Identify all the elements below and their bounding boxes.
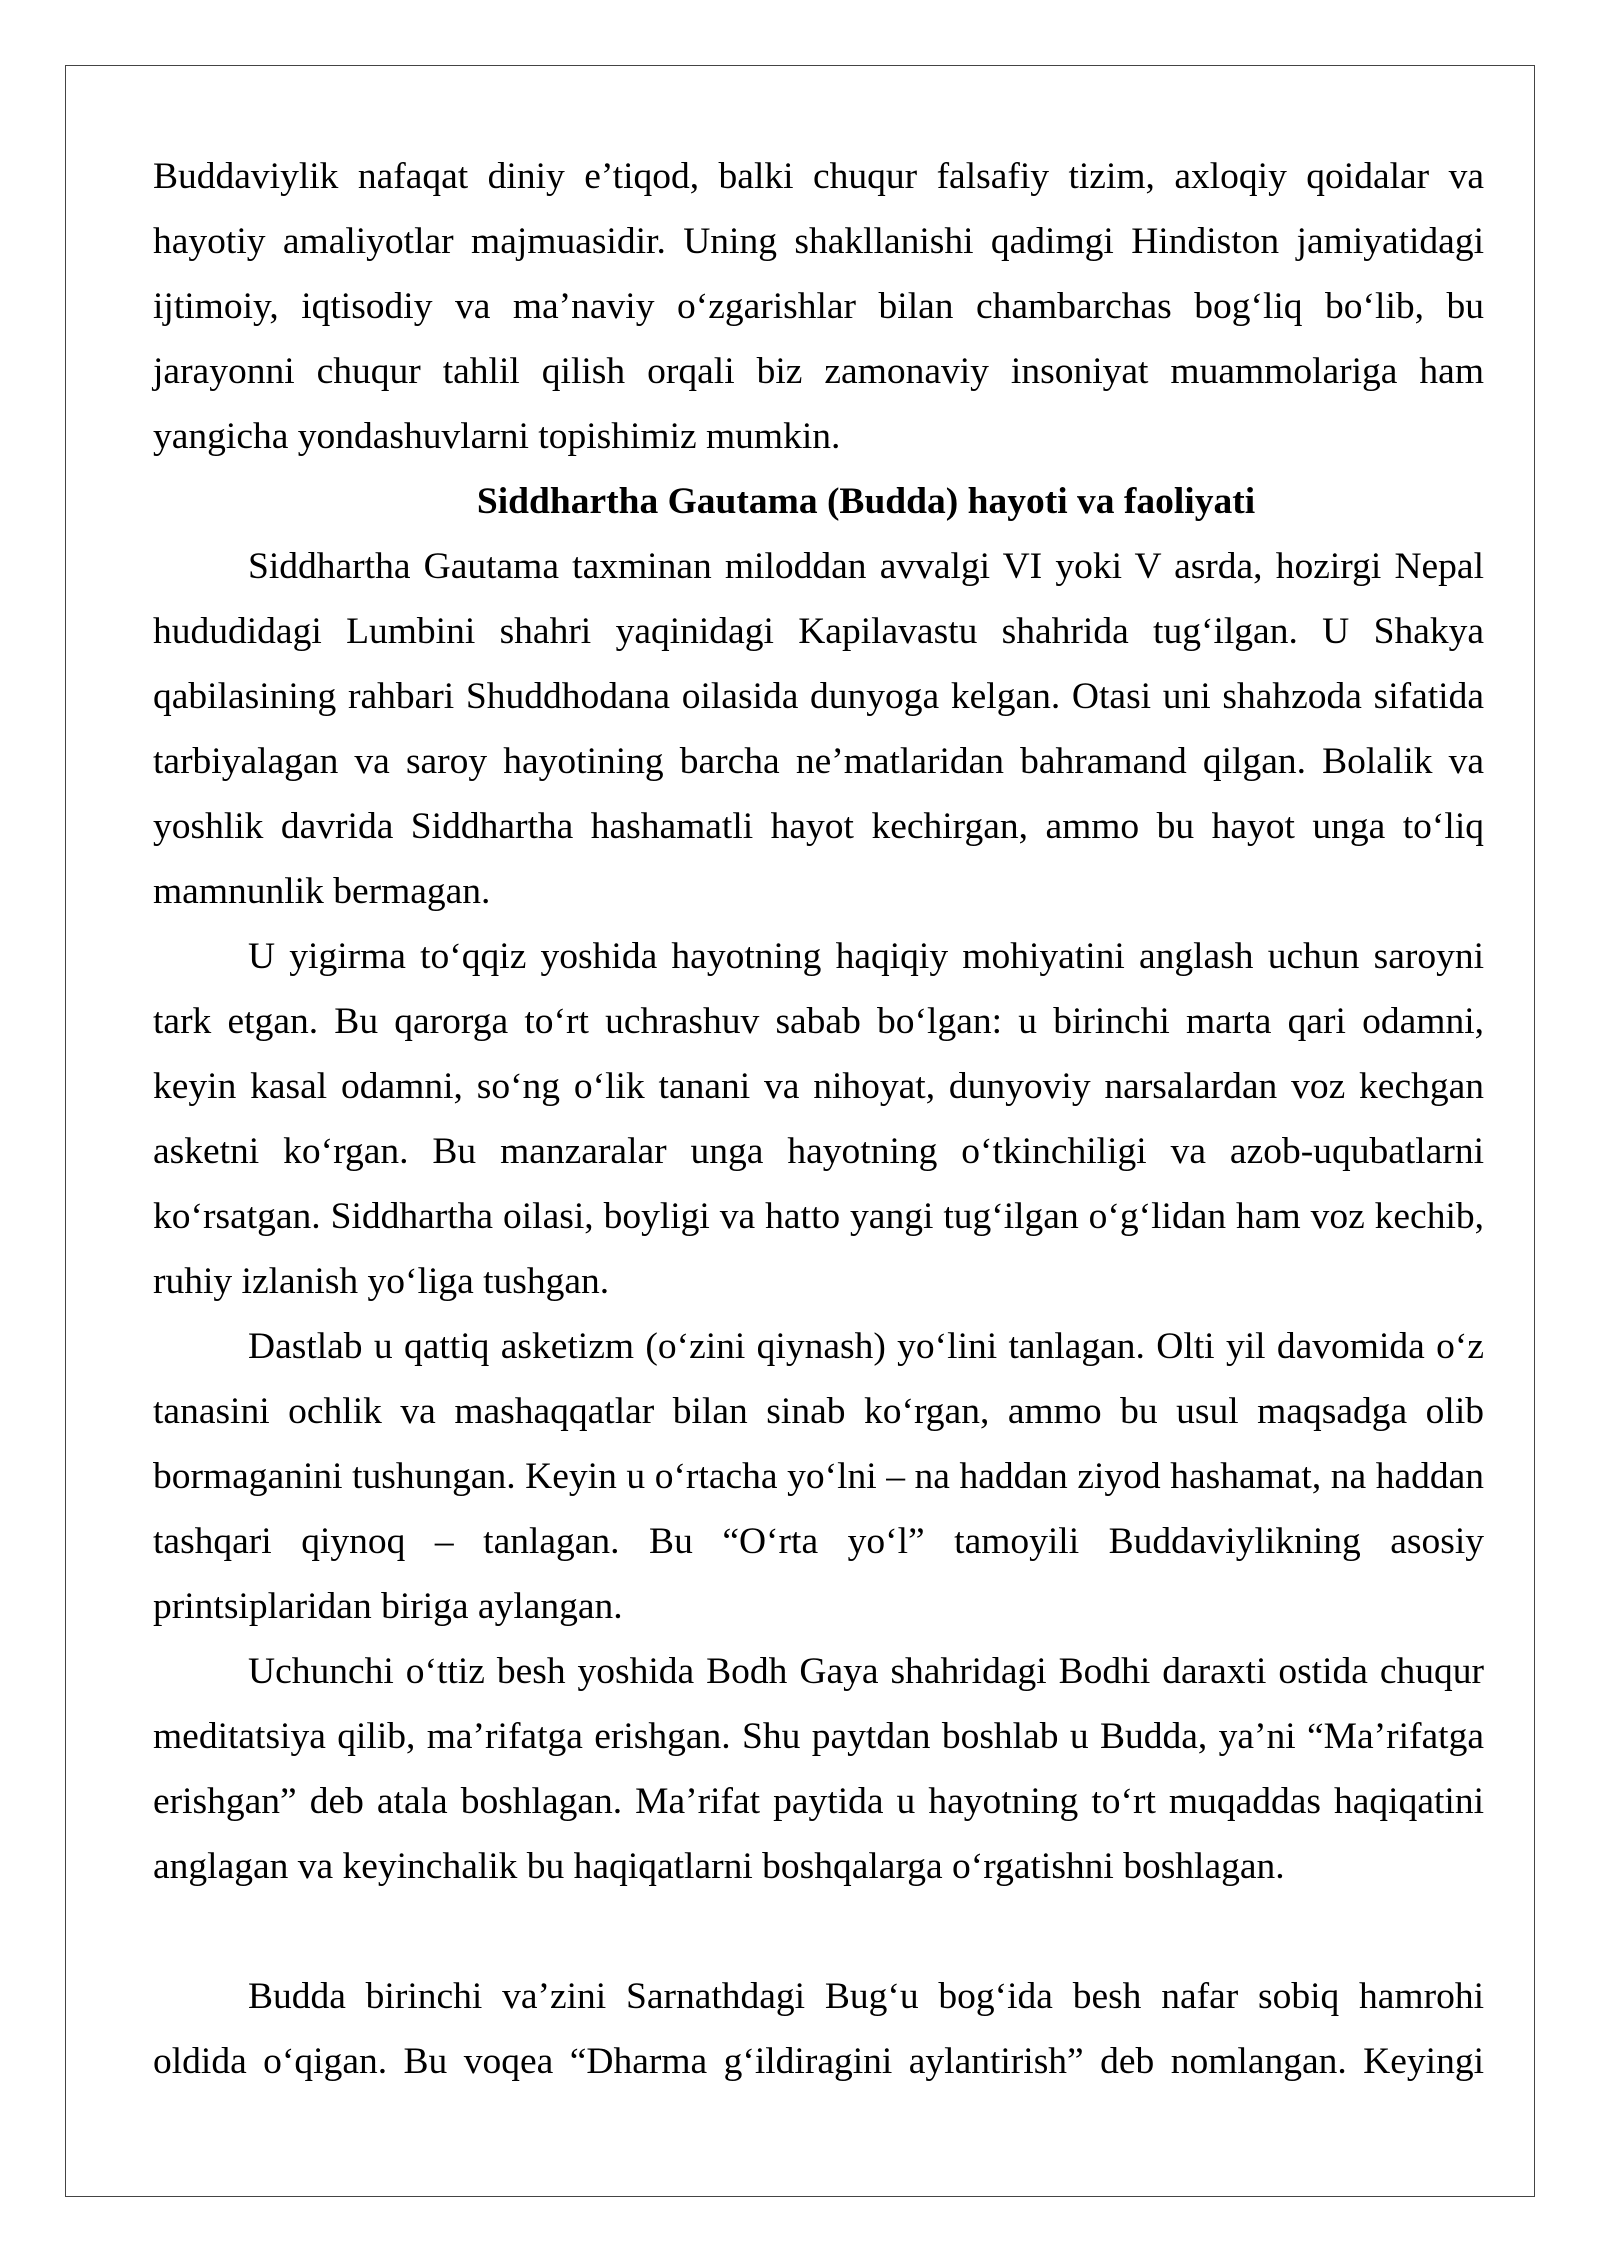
paragraph-line: meditatsiya qilib, ma’rifatga erishgan. Shu paytdan boshlab u Budda, ya’ni “Ma’rifatga (153, 1716, 1484, 1757)
paragraph-line: yangicha yondashuvlarni topishimiz mumkin. (153, 416, 841, 457)
paragraph-line: tark etgan. Bu qarorga to‘rt uchrashuv sabab bo‘lgan: u birinchi marta qari odamni, (153, 1001, 1484, 1042)
paragraph-line: Uchunchi o‘ttiz besh yoshida Bodh Gaya shahridagi Bodhi daraxti ostida chuqur (248, 1651, 1484, 1692)
paragraph (153, 1639, 1484, 1899)
paragraph-line: anglagan va keyinchalik bu haqiqatlarni boshqalarga o‘rgatishni boshlagan. (153, 1846, 1285, 1887)
paragraph-line: ko‘rsatgan. Siddhartha oilasi, boyligi va hatto yangi tug‘ilgan o‘g‘lidan ham voz kechib, (153, 1196, 1484, 1237)
section-heading: Siddhartha Gautama (Budda) hayoti va faoliyati (476, 481, 1256, 522)
intro-paragraph (153, 144, 1484, 469)
paragraph (153, 1314, 1484, 1639)
paragraph-line: yoshlik davrida Siddhartha hashamatli hayot kechirgan, ammo bu hayot unga to‘liq (153, 806, 1484, 847)
paragraph-line: tanasini ochlik va mashaqqatlar bilan sinab ko‘rgan, ammo bu usul maqsadga olib (153, 1391, 1484, 1432)
paragraph (153, 924, 1484, 1314)
paragraph-line: hududidagi Lumbini shahri yaqinidagi Kapilavastu shahrida tug‘ilgan. U Shakya (153, 611, 1484, 652)
paragraph-line: Buddaviylik nafaqat diniy e’tiqod, balki chuqur falsafiy tizim, axloqiy qoidalar va (153, 156, 1484, 197)
paragraph (153, 1964, 1484, 2094)
paragraph (153, 534, 1484, 924)
paragraph-line: tashqari qiynoq – tanlagan. Bu “O‘rta yo‘l” tamoyili Buddaviylikning asosiy (153, 1521, 1484, 1562)
paragraph-line: U yigirma to‘qqiz yoshida hayotning haqiqiy mohiyatini anglash uchun saroyni (248, 936, 1484, 977)
paragraph-line: qabilasining rahbari Shuddhodana oilasida dunyoga kelgan. Otasi uni shahzoda sifatida (153, 676, 1484, 717)
paragraph-line: jarayonni chuqur tahlil qilish orqali biz zamonaviy insoniyat muammolariga ham (153, 351, 1484, 392)
paragraph-line: tarbiyalagan va saroy hayotining barcha ne’matlaridan bahramand qilgan. Bolalik va (153, 741, 1484, 782)
paragraph-line: ijtimoiy, iqtisodiy va ma’naviy o‘zgarishlar bilan chambarchas bog‘liq bo‘lib, bu (153, 286, 1484, 327)
paragraph-line: bormaganini tushungan. Keyin u o‘rtacha yo‘lni – na haddan ziyod hashamat, na haddan (153, 1456, 1484, 1497)
paragraph-line: printsiplaridan biriga aylangan. (153, 1586, 623, 1627)
paragraph-line: erishgan” deb atala boshlagan. Ma’rifat paytida u hayotning to‘rt muqaddas haqiqatini (153, 1781, 1484, 1822)
document-body[interactable] (153, 144, 1484, 2094)
paragraph-line: Dastlab u qattiq asketizm (o‘zini qiynash) yo‘lini tanlagan. Olti yil davomida o‘z (248, 1326, 1484, 1367)
paragraph-line: ruhiy izlanish yo‘liga tushgan. (153, 1261, 610, 1302)
blank-line (153, 1899, 1484, 1964)
paragraph-line: Siddhartha Gautama taxminan miloddan avvalgi VI yoki V asrda, hozirgi Nepal (248, 546, 1484, 587)
paragraph-line: keyin kasal odamni, so‘ng o‘lik tanani va nihoyat, dunyoviy narsalardan voz kechgan (153, 1066, 1484, 1107)
paragraph-line: asketni ko‘rgan. Bu manzaralar unga hayotning o‘tkinchiligi va azob-uqubatlarni (153, 1131, 1484, 1172)
paragraph-line: mamnunlik bermagan. (153, 871, 491, 912)
paragraph-line: oldida o‘qigan. Bu voqea “Dharma g‘ildiragini aylantirish” deb nomlangan. Keyingi (153, 2041, 1484, 2082)
paragraph-line: Budda birinchi va’zini Sarnathdagi Bug‘u bog‘ida besh nafar sobiq hamrohi (248, 1976, 1484, 2017)
paragraph-line: hayotiy amaliyotlar majmuasidir. Uning shakllanishi qadimgi Hindiston jamiyatidagi (153, 221, 1484, 262)
